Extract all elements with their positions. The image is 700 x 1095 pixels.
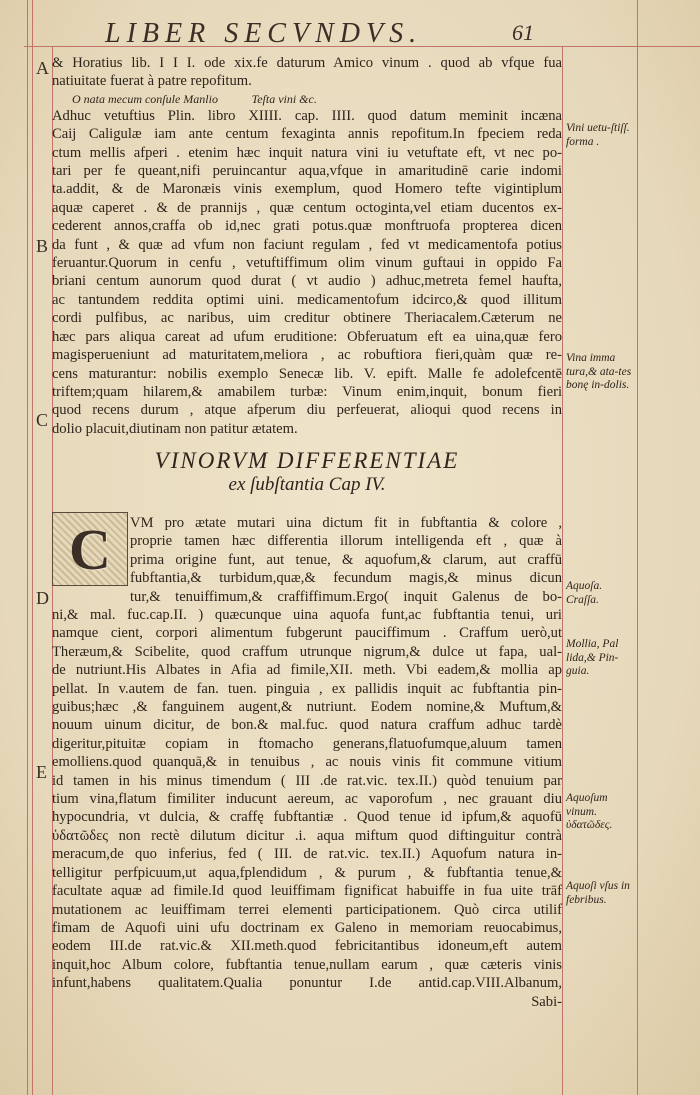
verse-quote: O nata mecum conſule Manlio xyxy=(72,91,218,106)
text-line: hæc pars aliqua careat ad ufum eruditione: Obferuatum eft ea uina,quæ fero xyxy=(52,328,562,345)
text-line: cordi pulfibus, ac naribus, uim creditur obtinere Theriacalem.Cæterum ne xyxy=(52,310,562,327)
text-line: cederent annos,craffa ob id,nec grati potus.quæ monftruofa propterea dicen xyxy=(52,218,562,235)
text-line: eodem III.de rat.vic.& XII.meth.quod febricitantibus idoneum,eft autem xyxy=(52,938,562,955)
text-line: Caij Caligulæ iam ante centum fexaginta annis repofitum.In fpeciem reda xyxy=(52,126,562,143)
catchword: Sabi- xyxy=(531,993,562,1010)
text-line: da funt , & quæ ad vfum non faciunt regulam , fed vt medicamentofa potius xyxy=(52,236,562,253)
text-line: aquæ caperet . & de prannijs , quæ centum octoginta,vel etiam ducentos ex- xyxy=(52,199,562,216)
text-line: ac tantundem reddita optimi uini. medicamentofum idcirco,& quod illitum xyxy=(52,291,562,308)
text-line: fimam de Aquofi uini ufu doctrinam ex Galeno in memoriam reuocabimus, xyxy=(52,919,562,936)
margin-note-3: Aquoſa. Craſſa. xyxy=(566,580,603,606)
text-line: digeritur,pituitæ copiam in ftomacho generans,flatuofumque,aluum tamen xyxy=(52,735,562,752)
text-line: natiuitate fuerat à patre repofitum. xyxy=(52,73,252,90)
text-line: emolliens.quod quanquā,& in tenuibus , ac nouis vinis fit commune vitium xyxy=(52,754,562,771)
left-rule xyxy=(27,0,28,1095)
section-letter-a: A xyxy=(36,58,49,78)
text-block-2-drop xyxy=(130,514,562,606)
text-line: quod recens durum , atque afperum diu perfeuerat, alioqui quod recens in xyxy=(52,402,562,419)
text-line: namque cient, corpori alimentum fubgerunt pauciffimum . Craffum uerò,ut xyxy=(52,625,562,642)
quote-line xyxy=(52,91,562,107)
text-line: pellat. In v.autem de fan. tuen. pinguia , ex pallidis inquit ac fubftantia pin- xyxy=(52,680,562,697)
text-line: tium vina,flatum fimiliter inducunt aereum, ac vaporofum , nec grauant diu xyxy=(52,791,562,808)
chapter-title: VINORVM DIFFERENTIAE xyxy=(154,448,460,473)
text-line: dolio placuit,diutinam non patitur ætatem. xyxy=(52,420,298,437)
text-line: ni,& mal. fuc.cap.II. ) quæcunque uina aquofa funt,ac fubftantia tenui, uri xyxy=(52,607,562,623)
margin-note-1: Vini uetu-ſtiſſ. forma . xyxy=(566,122,630,148)
text-line: Theræum,& Scibelite, quod craffum utrunque nigrum,& dulce ut fapa, ual- xyxy=(52,643,562,660)
text-line: id tamen in his minus timendum ( III .de rat.vic. tex.II.) quòd tenuium par xyxy=(52,772,562,789)
text-line: de nutriunt.His Albates in Afia ad fimile,XII. meth. Vbi eadem,& mollia ap xyxy=(52,662,562,679)
text-line: tur,& tenuiffimum,& craffiffimum.Ergo( inquit Galenus de bo- xyxy=(130,588,562,605)
folio-number: 61 xyxy=(512,20,534,45)
text-line: infunt,habens qualitatem.Qualia ponuntur I.de antid.cap.VIII.Albanum, xyxy=(52,975,562,992)
text-line: Adhuc vetuftius Plin. libro XIIII. cap. IIII. quod datum meminit incæna xyxy=(52,107,562,124)
text-line: VM pro ætate mutari uina dictum fit in fubftantia & colore , xyxy=(130,515,562,531)
margin-note-6: Aquoſi vſus in febribus. xyxy=(566,880,630,906)
text-line: hypocundria, vt dulcia, & craffę fubftantiæ . Quod tenue id ipfum,& aquofū xyxy=(52,809,562,826)
text-line: ctum mellis afperi . etenim hæc inquit natura vini iu vetuftate eft, vt nec po- xyxy=(52,144,562,161)
text-line: telligitur perfpicuum,ut aqua,fplendidum , & purum , & fubftantia tenue,& xyxy=(52,864,562,881)
text-line: mutationem ac leuiffimam terrei elementi participationem. Quò circa utilif xyxy=(52,901,562,918)
running-head: LIBER SECVNDVS. xyxy=(105,18,423,49)
left-rule-2 xyxy=(32,0,33,1095)
chapter-subtitle: ex ſubſtantia Cap IV. xyxy=(228,474,386,495)
section-letter-e: E xyxy=(36,762,47,782)
text-line: proprie tamen hæc differentia illorum intelligenda eft , quæ à xyxy=(130,533,562,550)
margin-note-2: Vina imma tura,& ata-tes bonę in-dolis. xyxy=(566,352,632,391)
text-line: triftem;quam hilarem,& amabilem turbæ: Vinum enim,inquit, bonum fieri xyxy=(52,383,562,400)
section-letter-b: B xyxy=(36,236,49,256)
text-line: facultate aquæ ad fimile.Id quod leuiffimam fignificat habuiffe in fua uite trāf xyxy=(52,883,562,900)
text-line: magisperueniunt ad maturitatem,meliora , ac robuftiora fieri,quàm quæ re- xyxy=(52,347,562,364)
text-line: prima origine funt, aut tenue, & aquofum,& clarum, aut craffū xyxy=(130,551,562,568)
section-letter-d: D xyxy=(36,588,49,608)
text-block-1 xyxy=(52,54,562,438)
text-line: feruantur.Quorum in cenfu , vetuftiffimum olim vinum guftaui in oppido Fa xyxy=(52,255,562,272)
verse-quote-2: Teſta vini &c. xyxy=(251,91,317,106)
text-line: ta.addit, & de Maronæis vinis exemplum, quod Homero tefte vigintiplum xyxy=(52,181,562,198)
text-right-rule xyxy=(562,46,563,1095)
text-line: inquit,hoc Album colore, fubftantia tenue,nullam earum , quæ cæteris vinis xyxy=(52,956,562,973)
initial-letter: C xyxy=(69,516,111,582)
text-line: tari per fe queant,nifi peruincantur aqua,vfque in amaritudinē carie indomi xyxy=(52,163,562,180)
text-line: meracum,de quo inferius, fed ( III. de rat.vic. tex.II.) Aquofum natura in- xyxy=(52,846,562,863)
margin-note-5: Aquoſum vinum. ὑδατῶδες. xyxy=(566,792,613,831)
text-line: fubftantia,& turbidum,quæ,& fecundum magis,& minus dicun xyxy=(130,570,562,587)
text-line: & Horatius lib. I I I. ode xix.fe daturum Amico vinum . quod ab vfque fua xyxy=(52,55,562,71)
text-line: guibus;hæc ,& fanguinem augent,& nutriunt. Eodem nomine,& Muftum,& xyxy=(52,699,562,716)
text-line: ὑδατῶδες non rectè dilutum dicitur .i. aqua miftum quod diftinguitur contrà xyxy=(52,827,562,844)
margin-right-rule xyxy=(637,0,638,1095)
text-block-2 xyxy=(52,606,562,1011)
text-line: cens maturantur: nobilis exemplo Senecæ lib. V. epift. Malle fe adolefcentē xyxy=(52,365,562,382)
text-line: nouum uinum dicitur, de bon.& mal.fuc. quod natura craffum adhuc tardè xyxy=(52,717,562,734)
decorated-initial xyxy=(52,512,128,586)
section-letter-c: C xyxy=(36,410,49,430)
text-line: briani centum aunorum quod durat ( vt audio ) adhuc,metreta femel haufta, xyxy=(52,273,562,290)
margin-note-4: Mollia, Pal lida,& Pin-guia. xyxy=(566,638,619,677)
